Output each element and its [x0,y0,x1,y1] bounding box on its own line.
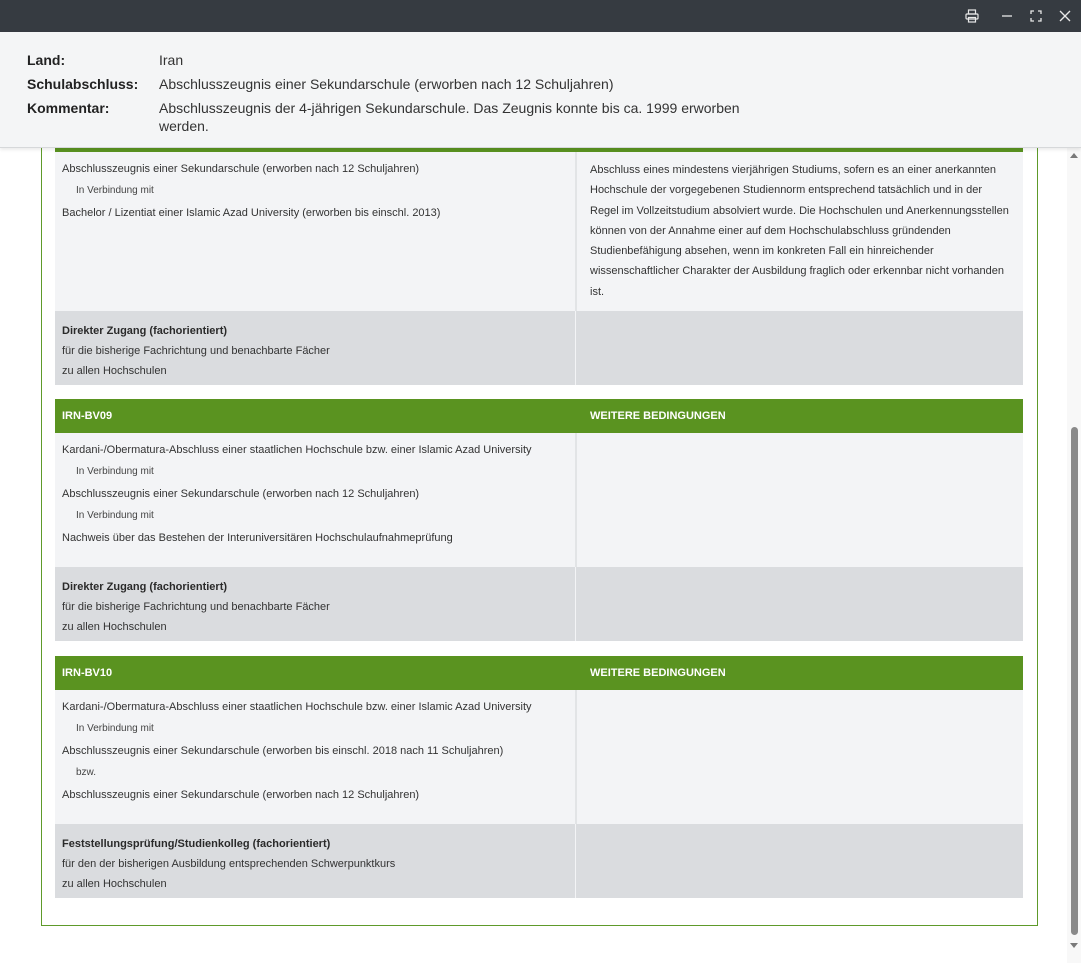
vertical-scrollbar[interactable] [1067,148,1081,963]
minimize-icon[interactable] [993,0,1021,32]
conditions-header: WEITERE BEDINGUNGEN [590,410,726,422]
requirement-item: Abschlusszeugnis einer Sekundarschule (erworben nach 12 Schuljahren) [62,163,420,175]
route-block-irn-bv10 [55,656,1023,898]
route-code: IRN-BV09 [62,410,113,422]
conditions-cell: Abschluss eines mindestens vierjährigen Studiums, sofern es an einer anerkannten Hochschule der vorgegebenen Studiennorm entsprechend tatsächlich und in der Regel im Vollzeitstudium absolviert wurde. Die Hochschulen und Anerkennungsstellen können von der Annahme einer auf dem Hochschulabschluss gründenden Studienbefähigung absehen, wenn im konkreten Fall ein hinreichender wissenschaftlicher Charakter der Ausbildung fraglich oder erkennbar nicht vorhanden ist. [576,152,1023,311]
requirement-item: Abschlusszeugnis einer Sekundarschule (erworben bis einschl. 2018 nach 11 Schuljahren) [62,745,504,757]
requirements-cell [55,152,576,311]
access-line: für die bisherige Fachrichtung und benachbarte Fächer [62,601,330,613]
kommentar-label: Kommentar: [27,100,110,116]
kommentar-value: Abschlusszeugnis der 4-jährigen Sekundarschule. Das Zeugnis konnte bis ca. 1999 erworben werden. [159,100,740,134]
access-empty-cell [576,311,1023,385]
schulabschluss-value: Abschlusszeugnis einer Sekundarschule (erworben nach 12 Schuljahren) [159,76,614,92]
requirement-item: Abschlusszeugnis einer Sekundarschule (erworben nach 12 Schuljahren) [62,488,420,500]
window-titlebar [0,0,1081,32]
requirement-item: Kardani-/Obermatura-Abschluss einer staatlichen Hochschule bzw. einer Islamic Azad University [62,444,532,456]
access-empty-cell [576,567,1023,641]
land-row [27,51,759,69]
access-title: Feststellungsprüfung/Studienkolleg (fachorientiert) [62,838,331,850]
connector-label: bzw. [76,767,97,778]
scroll-down-icon[interactable] [1070,943,1078,948]
conditions-cell [576,433,1023,567]
land-label: Land: [27,52,66,68]
connector-label: In Verbindung mit [76,723,154,734]
requirement-item: Nachweis über das Bestehen der Interuniversitären Hochschulaufnahmeprüfung [62,532,453,544]
access-line: für den der bisherigen Ausbildung entsprechenden Schwerpunktkurs [62,858,396,870]
block-header [55,656,1023,690]
access-cell [55,311,576,385]
access-row [55,824,1023,898]
requirements-row [55,152,1023,311]
scroll-up-icon[interactable] [1070,153,1078,158]
block-header [55,399,1023,433]
access-line: zu allen Hochschulen [62,621,167,633]
access-title: Direkter Zugang (fachorientiert) [62,325,228,337]
conditions-header: WEITERE BEDINGUNGEN [590,667,726,679]
conditions-cell [576,690,1023,824]
schulabschluss-row [27,75,759,93]
requirements-row [55,433,1023,567]
requirement-item: Kardani-/Obermatura-Abschluss einer staatlichen Hochschule bzw. einer Islamic Azad University [62,701,532,713]
access-line: für die bisherige Fachrichtung und benachbarte Fächer [62,345,330,357]
route-block-irn-bv09 [55,399,1023,641]
schulabschluss-label: Schulabschluss: [27,76,139,92]
access-row [55,311,1023,385]
kommentar-row [27,99,749,135]
land-value: Iran [159,52,184,68]
requirement-item: Abschlusszeugnis einer Sekundarschule (erworben nach 12 Schuljahren) [62,789,420,801]
requirement-item: Bachelor / Lizentiat einer Islamic Azad University (erworben bis einschl. 2013) [62,207,441,219]
access-line: zu allen Hochschulen [62,365,167,377]
scroll-thumb[interactable] [1071,427,1078,935]
connector-label: In Verbindung mit [76,466,154,477]
connector-label: In Verbindung mit [76,510,154,521]
requirements-cell [55,690,576,824]
access-cell [55,824,576,898]
route-block-1 [55,148,1023,385]
printer-icon[interactable] [958,0,986,32]
maximize-icon[interactable] [1022,0,1050,32]
requirements-cell [55,433,576,567]
access-title: Direkter Zugang (fachorientiert) [62,581,228,593]
route-code: IRN-BV10 [62,667,113,679]
info-header [0,32,1081,148]
requirements-row [55,690,1023,824]
access-empty-cell [576,824,1023,898]
results-content [0,148,1081,963]
access-line: zu allen Hochschulen [62,878,167,890]
connector-label: In Verbindung mit [76,185,154,196]
access-row [55,567,1023,641]
close-icon[interactable] [1051,0,1079,32]
access-cell [55,567,576,641]
